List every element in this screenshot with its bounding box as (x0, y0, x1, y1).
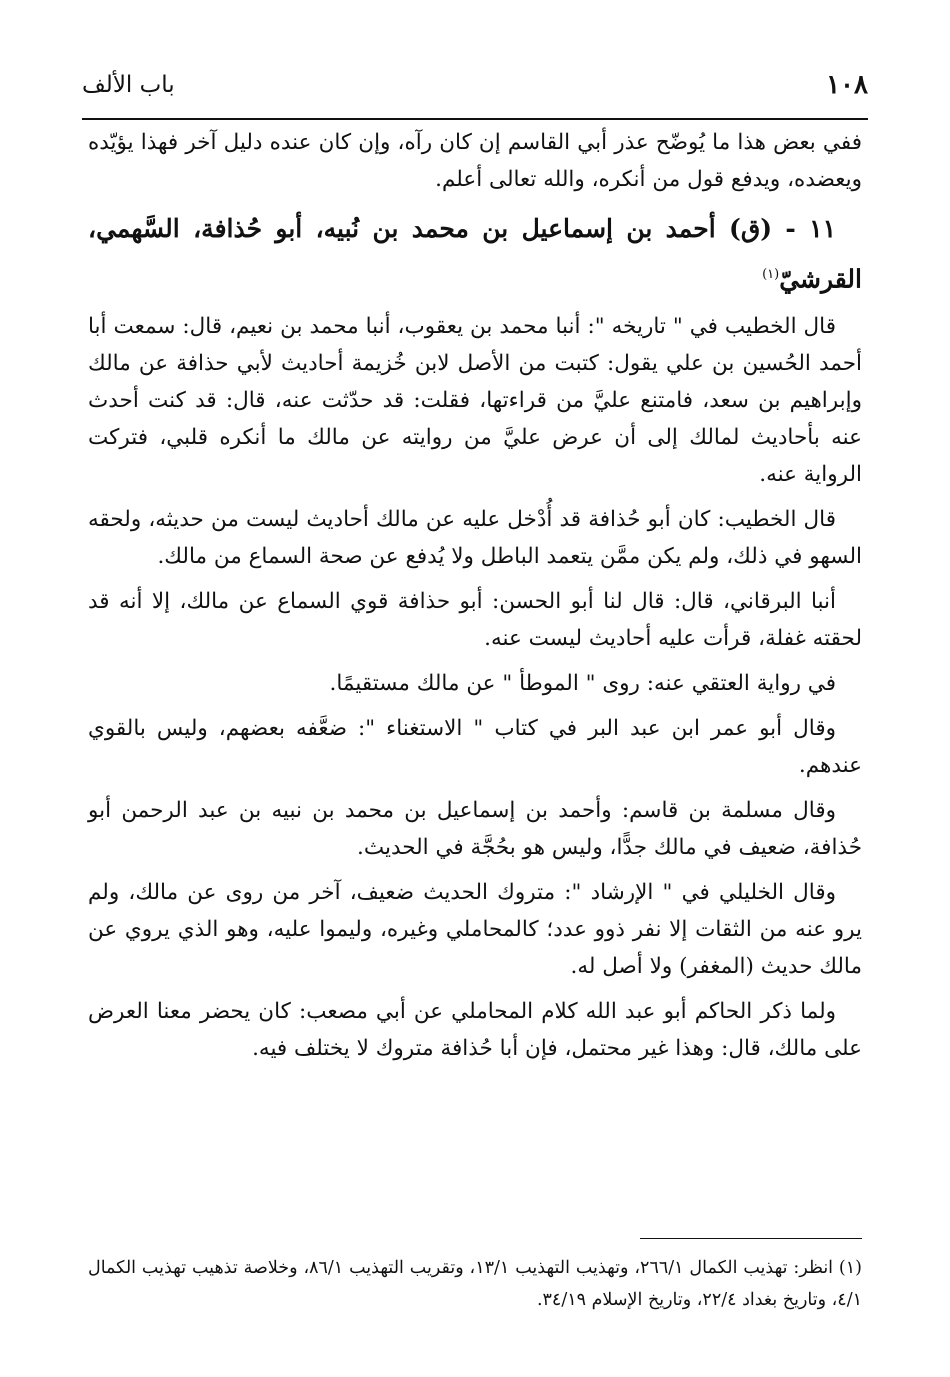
footnote: (١) انظر: تهذيب الكمال ٢٦٦/١، وتهذيب التهذيب ١٣/١، وتقريب التهذيب ٨٦/١، وخلاصة تذهيب تهذيب الكمال ٤/١، وتاريخ بغداد ٢٢/٤، وتاريخ الإسلام ٣٤/١٩. (88, 1258, 862, 1310)
paragraph: قال الخطيب: كان أبو حُذافة قد أُدْخل عليه عن مالك أحاديث ليست من حديثه، ولحقه السهو في ذلك، ولم يكن ممَّن يتعمد الباطل ولا يُدفع عن صحة السماع من مالك. (88, 507, 862, 570)
header-divider (82, 118, 868, 120)
entry-heading (88, 206, 862, 302)
intro-paragraph: ففي بعض هذا ما يُوضّح عذر أبي القاسم إن كان رآه، وإن كان عنده دليل آخر فهذا يؤيّده ويعضده، ويدفع قول من أنكره، والله تعالى أعلم. (88, 130, 862, 192)
paragraph: وقال أبو عمر ابن عبد البر في كتاب " الاستغناء ": ضعَّفه بعضهم، وليس بالقوي عندهم. (88, 716, 862, 779)
page-header (82, 70, 868, 116)
paragraph: أنبا البرقاني، قال: قال لنا أبو الحسن: أبو حذافة قوي السماع عن مالك، إلا أنه قد لحقته غفلة، قرأت عليه أحاديث ليست عنه. (88, 589, 862, 652)
main-text (88, 124, 862, 1075)
paragraph: في رواية العتقي عنه: روى " الموطأ " عن مالك مستقيمًا. (329, 671, 836, 697)
page-number: ١٠٨ (826, 70, 868, 100)
footnote-divider (640, 1238, 862, 1239)
footnote-reference: (١) (762, 267, 780, 282)
paragraph: قال الخطيب في " تاريخه ": أنبا محمد بن يعقوب، أنبا محمد بن نعيم، قال: سمعت أبا أحمد الحُسين بن علي يقول: كتبت من الأصل لابن خُزيمة أحاديث لأبي حذافة عن مالك وإبراهيم بن سعد، فامتنع عليَّ من قراءتها، فقلت: قد حدّثت عنه، قال: قد كنت أحدث عنه بأحاديث لمالك إلى أن عرض عليَّ من روايته عن مالك ما أنكره قلبي، فتركت الرواية عنه. (88, 314, 862, 488)
paragraph: ولما ذكر الحاكم أبو عبد الله كلام المحاملي عن أبي مصعب: كان يحضر معنا العرض على مالك، قال: وهذا غير محتمل، فإن أبا حُذافة متروك لا يختلف فيه. (88, 999, 862, 1062)
chapter-title: باب الألف (82, 72, 175, 98)
paragraph: وقال مسلمة بن قاسم: وأحمد بن إسماعيل بن محمد بن نبيه بن عبد الرحمن أبو حُذافة، ضعيف في مالك جدًّا، وليس هو بحُجَّة في الحديث. (88, 798, 862, 861)
entry-heading-text: ١١ - (ق) أحمد بن إسماعيل بن محمد بن نُبيه، أبو حُذافة، السَّهمي، القرشيّ (88, 214, 862, 294)
paragraph: وقال الخليلي في " الإرشاد ": متروك الحديث ضعيف، آخر من روى عن مالك، ولم يرو عنه من الثقات إلا نفر ذوو عدد؛ كالمحاملي وغيره، وليموا عليه، وهو الذي يروي عن مالك حديث (المغفر) ولا أصل له. (88, 880, 862, 980)
